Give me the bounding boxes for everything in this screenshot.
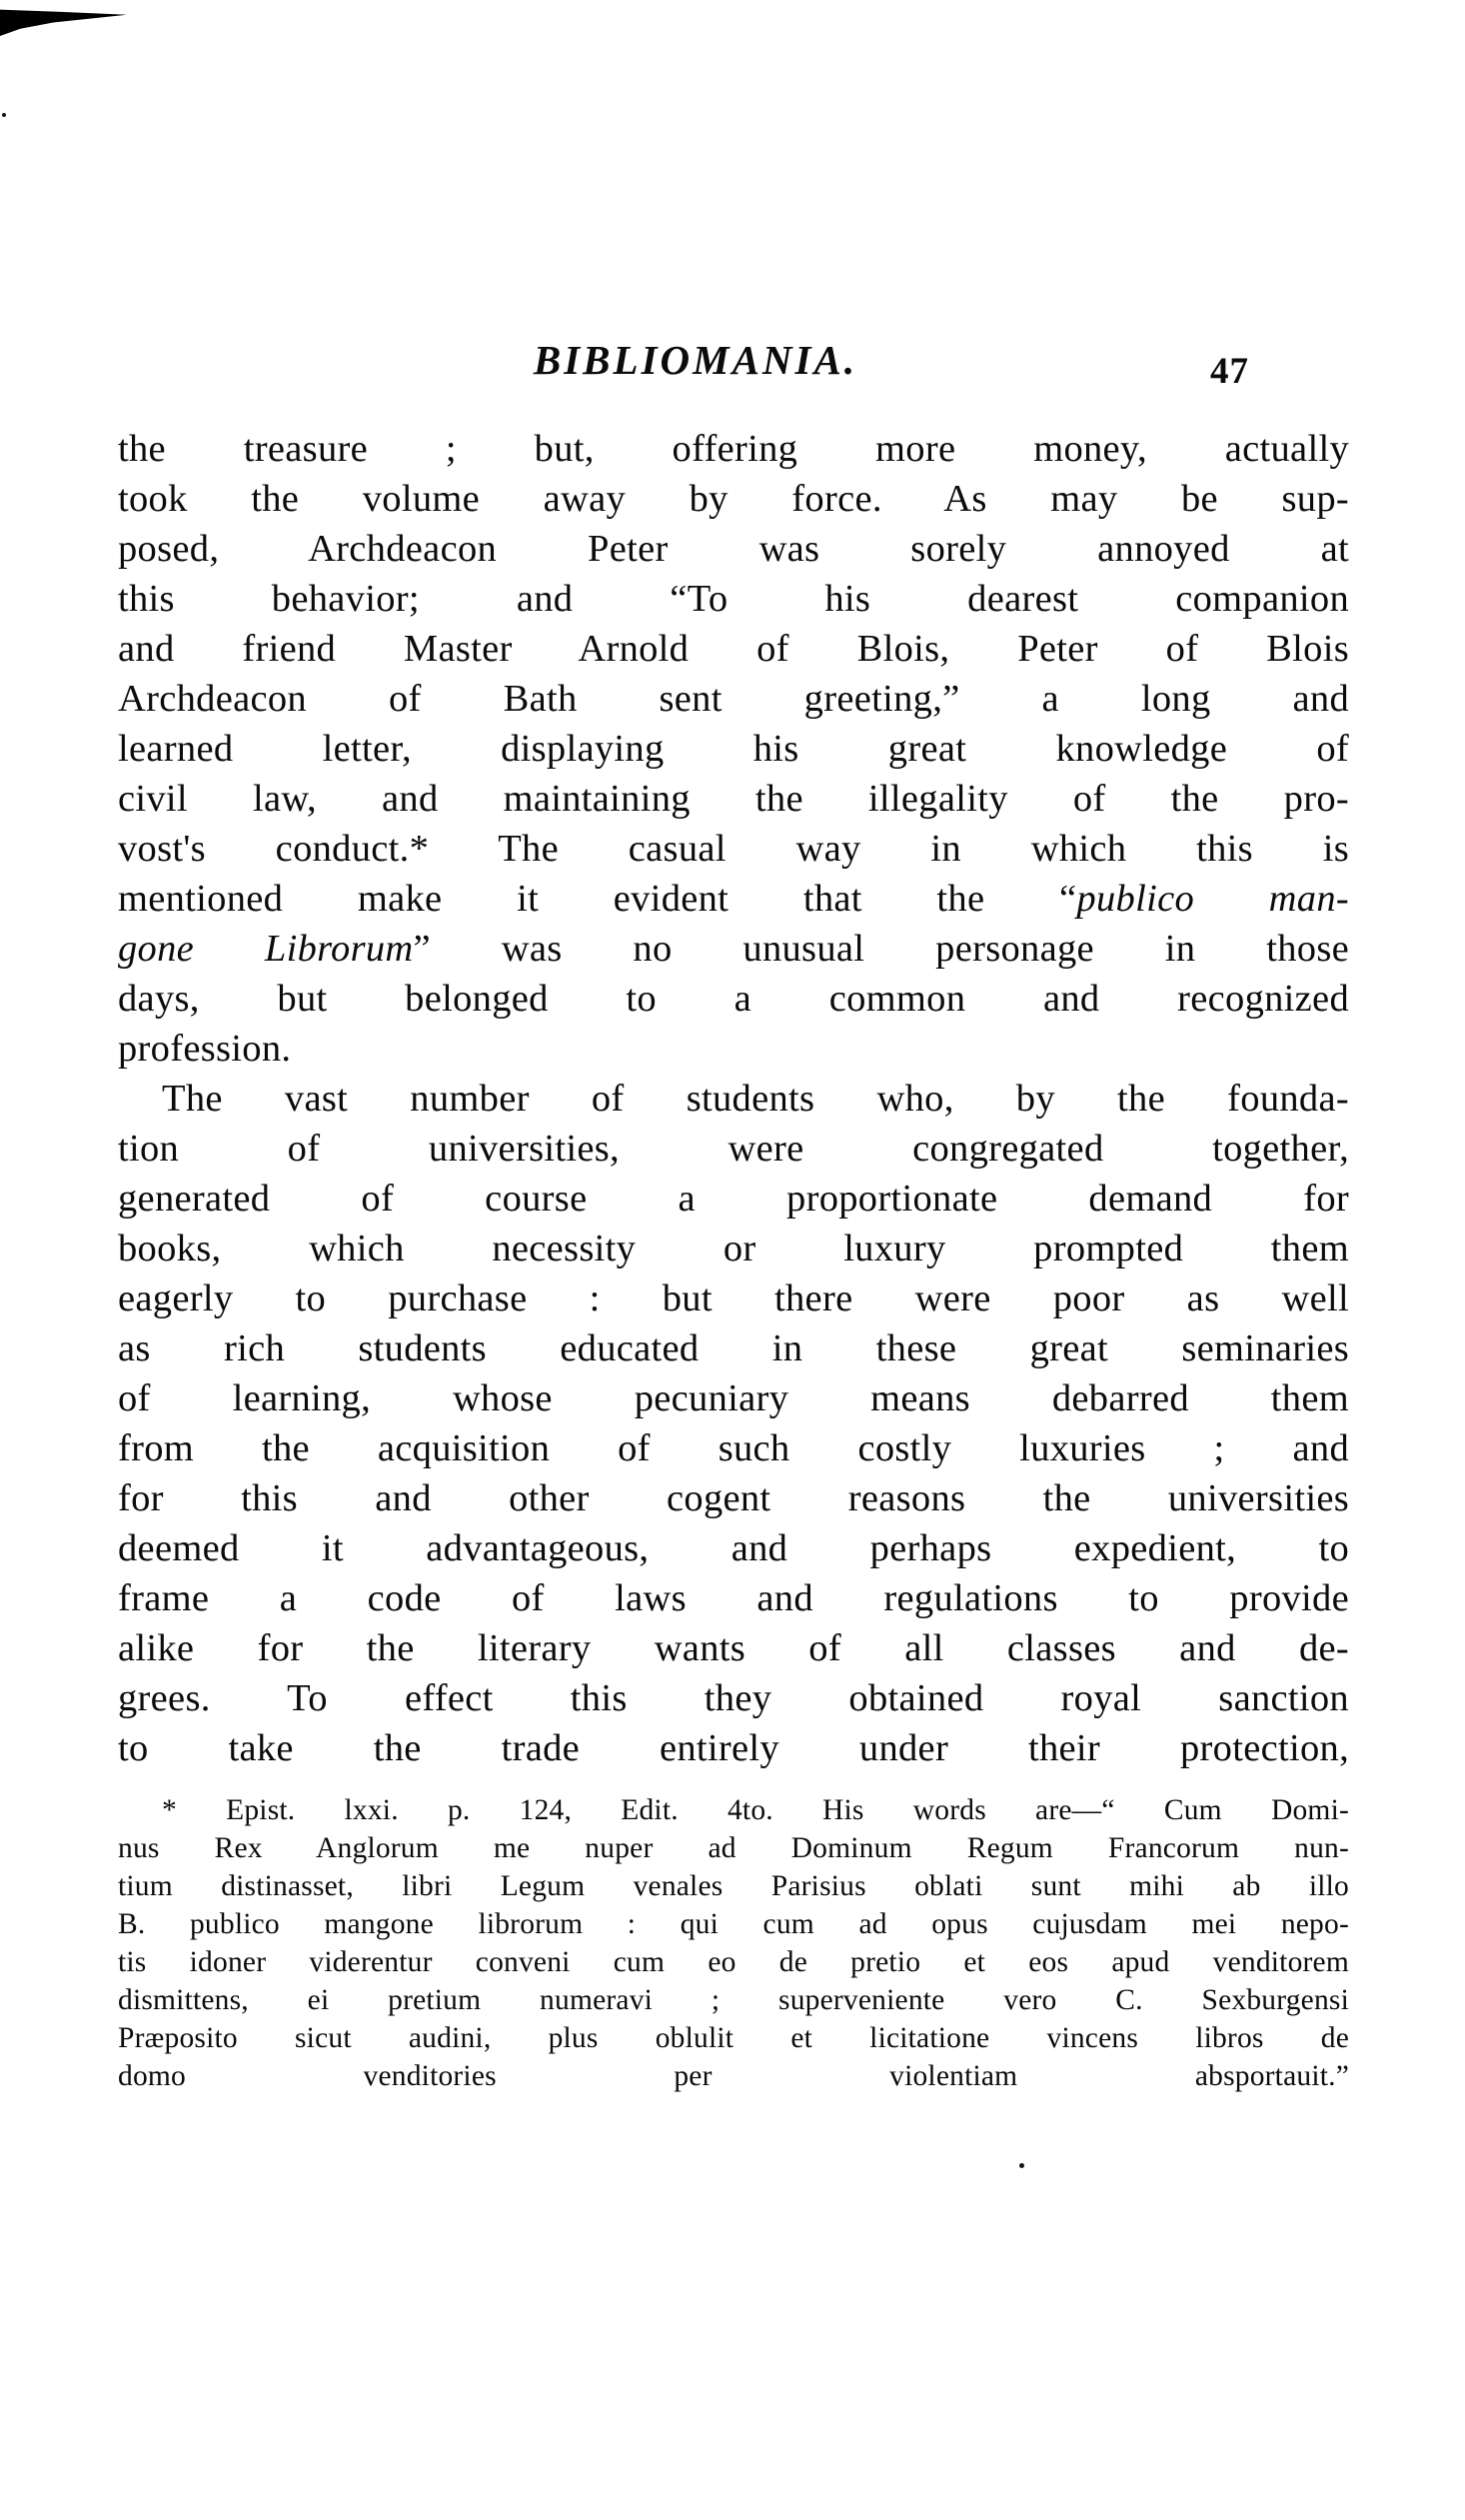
scan-speck — [2, 113, 6, 117]
body-line — [118, 524, 1349, 574]
text-segment: days, but belonged to a common and recognized — [118, 978, 1349, 1020]
body-line — [118, 474, 1349, 524]
text-segment: Præposito sicut audini, plus oblulit et licitatione vincens libros de — [118, 2022, 1349, 2054]
body-line — [118, 624, 1349, 674]
running-header — [118, 336, 1349, 396]
footnote-line — [118, 1791, 1349, 1829]
footnote-line — [118, 1829, 1349, 1867]
body-line — [118, 1673, 1349, 1723]
text-segment: for this and other cogent reasons the universities — [118, 1477, 1349, 1519]
footnote — [118, 1791, 1349, 2095]
body-line — [118, 1573, 1349, 1623]
body-line — [118, 724, 1349, 774]
body-line — [118, 874, 1349, 924]
body-text — [118, 424, 1349, 1773]
footnote-line — [118, 2057, 1349, 2095]
text-segment: to take the trade entirely under their protection, — [118, 1727, 1349, 1769]
body-line — [118, 774, 1349, 824]
page-header-title: BIBLIOMANIA. — [533, 337, 858, 383]
text-segment: nus Rex Anglorum me nuper ad Dominum Regum Francorum nun- — [118, 1832, 1349, 1864]
body-line — [118, 1523, 1349, 1573]
text-segment: learned letter, displaying his great knowledge of — [118, 728, 1349, 770]
footnote-line — [118, 1867, 1349, 1905]
text-segment: civil law, and maintaining the illegality of the pro- — [118, 778, 1349, 820]
scan-artifact-wedge — [0, 8, 127, 36]
text-segment: tion of universities, were congregated together, — [118, 1128, 1349, 1170]
body-line — [118, 1373, 1349, 1423]
footnote-line — [118, 2019, 1349, 2057]
body-line — [118, 1273, 1349, 1323]
text-segment: of learning, whose pecuniary means debarred them — [118, 1377, 1349, 1419]
body-line — [118, 1623, 1349, 1673]
text-segment: as rich students educated in these great seminaries — [118, 1327, 1349, 1369]
footnote-line — [118, 1981, 1349, 2019]
text-segment: this behavior; and “To his dearest companion — [118, 578, 1349, 620]
text-segment: deemed it advantageous, and perhaps expedient, to — [118, 1527, 1349, 1569]
text-segment: the treasure ; but, offering more money, actually — [118, 428, 1349, 470]
text-segment: B. publico mangone librorum : qui cum ad opus cujusdam mei nepo- — [118, 1908, 1349, 1940]
body-line — [118, 1124, 1349, 1174]
body-line — [118, 1174, 1349, 1224]
text-segment: frame a code of laws and regulations to provide — [118, 1577, 1349, 1619]
text-segment: tium distinasset, libri Legum venales Parisius oblati sunt mihi ab illo — [118, 1870, 1349, 1902]
text-segment: tis idoner viderentur conveni cum eo de pretio et eos apud venditorem — [118, 1946, 1349, 1978]
body-line — [118, 1224, 1349, 1273]
text-segment: The vast number of students who, by the founda- — [162, 1078, 1349, 1120]
body-line — [118, 824, 1349, 874]
footnote-line — [118, 1943, 1349, 1981]
text-segment: domo venditories per violentiam absportauit.” — [118, 2060, 1349, 2092]
text-segment: alike for the literary wants of all classes and de- — [118, 1627, 1349, 1669]
text-segment: books, which necessity or luxury prompted them — [118, 1228, 1349, 1269]
text-segment: and friend Master Arnold of Blois, Peter of Blois — [118, 628, 1349, 670]
text-segment: generated of course a proportionate demand for — [118, 1178, 1349, 1220]
italic-phrase: publico man- — [1076, 878, 1349, 920]
text-segment: mentioned make it evident that the “ — [118, 878, 1077, 920]
scan-speck — [1019, 2163, 1024, 2168]
footnote-line — [118, 1905, 1349, 1943]
text-segment: posed, Archdeacon Peter was sorely annoyed at — [118, 528, 1349, 570]
text-segment: grees. To effect this they obtained royal sanction — [118, 1677, 1349, 1719]
text-segment: * Epist. lxxi. p. 124, Edit. 4to. His words are—“ Cum Domi- — [162, 1794, 1349, 1826]
body-line — [118, 1074, 1349, 1124]
body-line — [118, 1024, 1349, 1074]
text-segment: from the acquisition of such costly luxuries ; and — [118, 1427, 1349, 1469]
body-line — [118, 924, 1349, 974]
body-line — [118, 1473, 1349, 1523]
page-number: 47 — [1210, 351, 1249, 392]
text-segment: ” was no unusual personage in those — [413, 928, 1349, 970]
text-segment: Archdeacon of Bath sent greeting,” a long and — [118, 678, 1349, 720]
body-line — [118, 1723, 1349, 1773]
body-line — [118, 1423, 1349, 1473]
text-segment: profession. — [118, 1028, 292, 1070]
text-segment: dismittens, ei pretium numeravi ; superveniente vero C. Sexburgensi — [118, 1984, 1349, 2016]
body-line — [118, 424, 1349, 474]
body-line — [118, 974, 1349, 1024]
text-segment: eagerly to purchase : but there were poor as well — [118, 1277, 1349, 1319]
body-line — [118, 1323, 1349, 1373]
body-line — [118, 574, 1349, 624]
text-segment: took the volume away by force. As may be sup- — [118, 478, 1349, 520]
body-line — [118, 674, 1349, 724]
italic-phrase: gone Librorum — [118, 928, 414, 970]
text-segment: vost's conduct.* The casual way in which this is — [118, 828, 1349, 870]
